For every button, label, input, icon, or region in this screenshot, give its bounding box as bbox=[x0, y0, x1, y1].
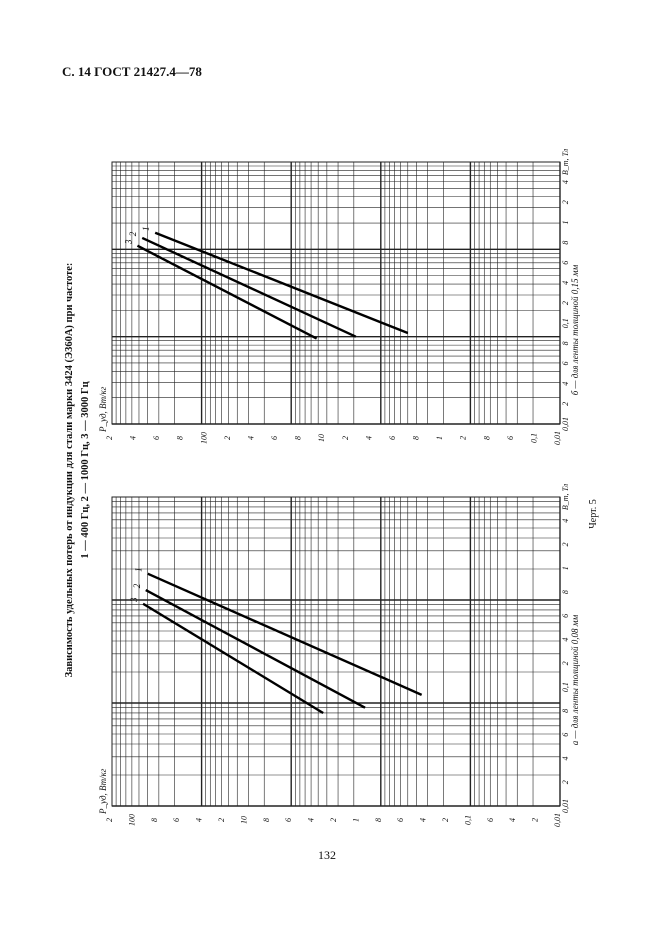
series-label-1: 1 bbox=[141, 226, 152, 231]
series-label-3: 3 bbox=[129, 597, 140, 602]
y-tick-label: 0,01 bbox=[553, 431, 562, 445]
y-axis-label: P_уд, Вт/кг bbox=[98, 768, 108, 814]
y-tick-label: 2 bbox=[222, 436, 232, 440]
series-label-2: 2 bbox=[131, 583, 142, 589]
x-tick-label: 0,01 bbox=[561, 417, 570, 431]
y-tick-label: 4 bbox=[418, 818, 428, 822]
panel-subtitle: б — для ленты толщиной 0,15 мм bbox=[570, 264, 580, 396]
x-tick-label: 6 bbox=[561, 260, 570, 265]
y-tick-label: 2 bbox=[458, 436, 468, 440]
x-tick-label: 2 bbox=[561, 661, 570, 666]
x-tick-label: 2 bbox=[561, 200, 570, 205]
series-line-2 bbox=[142, 238, 356, 337]
x-tick-label: B_m, Тл bbox=[561, 483, 570, 511]
y-tick-label: 8 bbox=[175, 436, 185, 440]
caption-line-1: Зависимость удельных потерь от индукции для стали марки 3424 (Э360А) при частоте: bbox=[64, 262, 75, 678]
y-tick-label: 6 bbox=[172, 818, 182, 822]
y-tick-label: 6 bbox=[270, 436, 280, 440]
x-tick-label: 2 bbox=[561, 780, 570, 785]
series-label-3: 3 bbox=[123, 239, 134, 244]
y-tick-label: 8 bbox=[293, 436, 303, 440]
y-tick-label: 4 bbox=[128, 436, 138, 440]
y-tick-label: 2 bbox=[217, 818, 226, 822]
series-label-2: 2 bbox=[128, 231, 139, 237]
y-tick-label: 4 bbox=[364, 436, 374, 440]
y-tick-label: 8 bbox=[482, 436, 492, 440]
y-tick-label: 2 bbox=[530, 818, 540, 822]
series-line-3 bbox=[143, 604, 323, 713]
y-tick-label: 8 bbox=[261, 818, 271, 822]
y-tick-label: 4 bbox=[246, 436, 256, 440]
series-line-3 bbox=[137, 246, 316, 339]
y-tick-label: 6 bbox=[485, 818, 495, 822]
x-tick-label: 4 bbox=[561, 381, 570, 386]
plot-frame bbox=[112, 497, 560, 806]
x-tick-label: 8 bbox=[561, 240, 570, 245]
series-line-2 bbox=[146, 590, 365, 708]
x-tick-label: 8 bbox=[561, 341, 570, 346]
y-tick-label: 10 bbox=[317, 434, 327, 442]
x-tick-label: 4 bbox=[561, 637, 570, 642]
y-tick-label: 1 bbox=[351, 818, 361, 822]
x-tick-label: 2 bbox=[561, 301, 570, 306]
y-tick-label: 6 bbox=[387, 436, 397, 440]
x-tick-label: 4 bbox=[561, 180, 570, 185]
x-tick-label: 8 bbox=[561, 590, 570, 595]
y-tick-label: 4 bbox=[508, 818, 518, 822]
caption-line-2: 1 — 400 Гц, 2 — 1000 Гц, 3 — 3000 Гц bbox=[80, 381, 91, 559]
y-tick-label: 2 bbox=[441, 818, 450, 822]
y-tick-label: 6 bbox=[396, 818, 406, 822]
x-tick-label: 4 bbox=[561, 756, 570, 761]
x-tick-label: 4 bbox=[561, 280, 570, 285]
x-tick-label: 0,1 bbox=[561, 318, 570, 329]
y-tick-label: 4 bbox=[194, 818, 204, 822]
page-number: 132 bbox=[318, 848, 336, 862]
y-tick-label: 2 bbox=[340, 436, 350, 440]
x-tick-label: 1 bbox=[561, 220, 570, 225]
y-tick-label: 10 bbox=[239, 816, 249, 824]
series-line-1 bbox=[155, 233, 408, 333]
y-tick-label: 4 bbox=[306, 818, 316, 822]
y-tick-label: 0,1 bbox=[529, 433, 539, 443]
y-tick-label: 6 bbox=[284, 818, 294, 822]
chart-panel-a bbox=[98, 483, 580, 827]
y-tick-label: 8 bbox=[411, 436, 421, 440]
x-tick-label: 1 bbox=[561, 566, 570, 571]
y-tick-label: 2 bbox=[329, 818, 338, 822]
y-tick-label: 8 bbox=[149, 818, 159, 822]
y-tick-label: 100 bbox=[199, 432, 209, 444]
x-tick-label: B_m, Тл bbox=[561, 148, 570, 176]
page-header: С. 14 ГОСТ 21427.4—78 bbox=[62, 64, 202, 79]
plot-frame bbox=[112, 162, 560, 424]
x-tick-label: 2 bbox=[561, 542, 570, 547]
x-tick-label: 6 bbox=[561, 732, 570, 737]
panel-subtitle: а — для ленты толщиной 0,08 мм bbox=[570, 614, 580, 746]
y-tick-label: 1 bbox=[435, 436, 445, 440]
x-tick-label: 4 bbox=[561, 518, 570, 523]
y-tick-label: 2 bbox=[105, 818, 114, 822]
y-tick-label: 100 bbox=[127, 814, 137, 826]
y-tick-label: 8 bbox=[373, 818, 383, 822]
y-tick-label: 0,01 bbox=[553, 813, 562, 827]
y-tick-label: 6 bbox=[152, 436, 162, 440]
x-tick-label: 0,01 bbox=[561, 799, 570, 813]
y-tick-label: 2 bbox=[105, 436, 114, 440]
x-tick-label: 6 bbox=[561, 613, 570, 618]
series-label-1: 1 bbox=[133, 567, 144, 572]
x-tick-label: 2 bbox=[561, 401, 570, 406]
y-tick-label: 6 bbox=[505, 436, 515, 440]
x-tick-label: 8 bbox=[561, 708, 570, 713]
figure-label: Черт. 5 bbox=[588, 499, 599, 529]
y-axis-label: P_уд, Вт/кг bbox=[98, 386, 108, 432]
y-tick-label: 0,1 bbox=[463, 815, 473, 825]
chart-panel-b bbox=[98, 148, 580, 445]
x-tick-label: 6 bbox=[561, 361, 570, 366]
x-tick-label: 0,1 bbox=[561, 682, 570, 693]
